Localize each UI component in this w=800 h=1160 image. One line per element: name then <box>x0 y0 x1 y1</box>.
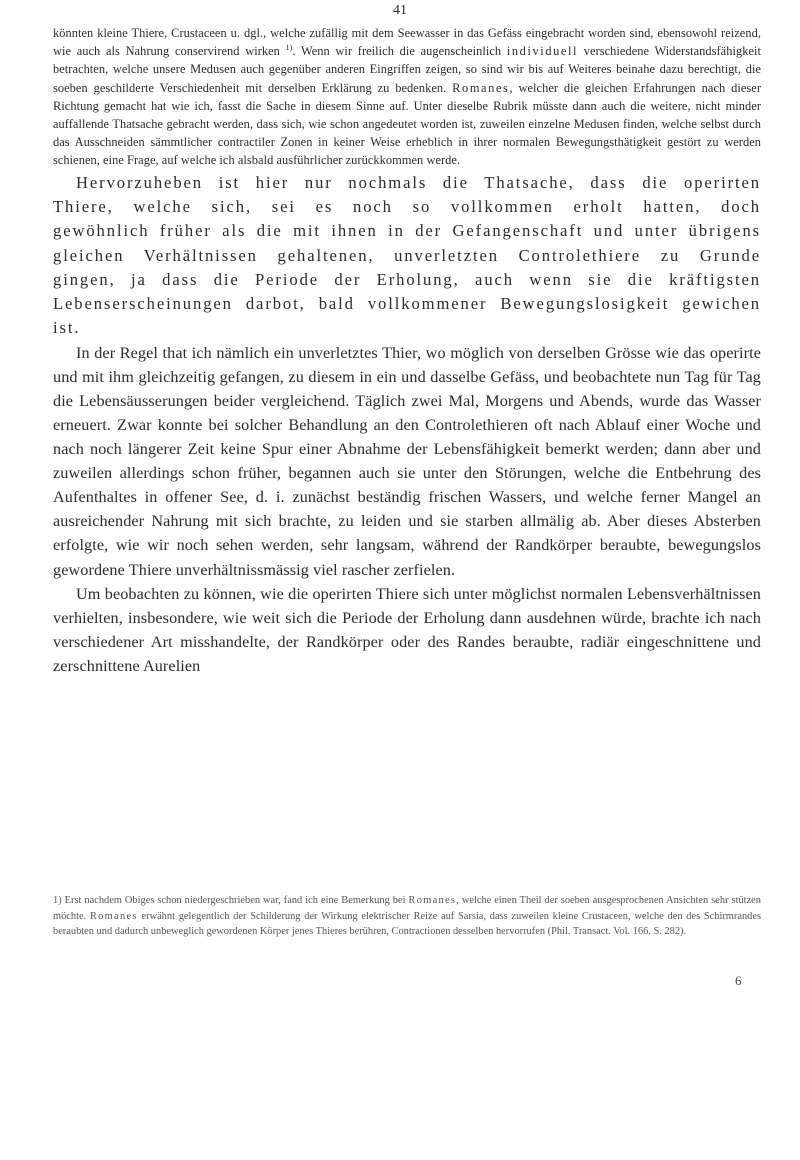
main-text <box>53 24 761 678</box>
paragraph-3: In der Regel that ich nämlich ein unverletztes Thier, wo möglich von derselben Grösse wie das operirte und mit ihm gleichzeitig gefangen, zu diesem in ein und dasselbe Gefäss, und beobachtete nun Tag für Tag die Lebensäusserungen beider vergleichend. Täglich zwei Mal, Morgens und Abends, wurde das Wasser erneuert. Zwar konnte bei solcher Behandlung an den Controlethieren oft nach Ablauf einer Woche und nach noch längerer Zeit keine Spur einer Abnahme der Lebensfähigkeit bemerkt werden; dann aber und zuweilen allerdings schon früher, begannen auch sie unter den Störungen, welche die Entbehrung des Aufenthaltes in offener See, d. i. zunächst beständig frischen Wassers, und welche ferner Mangel an ausreichender Nahrung mit sich brachte, zu leiden und sie starben allmälig ab. Aber dieses Absterben erfolgte, wie wir noch sehen werden, sehr langsam, während der Randkörper beraubte, bewegungslos gewordene Thiere unverhältnissmässig viel rascher zerfielen. <box>53 343 761 579</box>
footnote-text-b: , welche einen Theil der soeben ausgesprochenen Ansichten sehr stützen möchte. <box>53 895 761 922</box>
footnote-text-a: 1) Erst nachdem Obiges schon niedergeschrieben war, fand ich eine Bemerkung bei <box>53 895 409 906</box>
paragraph-1-text-c: verschiedene Widerstandsfähigkeit betrachten, welche unsere Medusen auch gegenüber anderen Eingriffen zeigen, so sind wir bis auf Weiteres beinahe dazu berechtigt, die soeben geschilderte Verschiedenheit mit derselben Erklärung zu bedenken. <box>53 44 761 95</box>
page-number: 41 <box>393 3 407 18</box>
paragraph-1-text-b: . Wenn wir freilich die augenscheinlich <box>292 44 507 59</box>
paragraph-1-text-d: , welcher die gleichen Erfahrungen nach dieser Richtung gemacht hat wie ich, fasst die Sache in diesem Sinne auf. Unter dieselbe Rubrik müsste dann auch die weitere, nicht minder auffallende Thatsache gebracht werden, dass sich, wie schon angedeutet worden ist, zuweilen einzelne Medusen finden, welche selbst durch das Ausschneiden sämmtlicher contractiler Zonen in keiner Weise erheblich in ihrer normalen Bewegungsthätigkeit gestört zu werden schienen, eine Frage, auf welche ich alsbald ausführlicher zurückkommen werde. <box>53 80 761 168</box>
footnote-text-c: erwähnt gelegentlich der Schilderung der Wirkung elektrischer Reize auf Sarsia, dass zuweilen kleine Crustaceen, welche den des Schirmrandes beraubten und dadurch unbeweglich gewordenen Körper jenes Thieres berühren, Contractionen desselben hervorrufen (Phil. Transact. Vol. 166. S. 282). <box>53 910 762 937</box>
footnote-reference: 1) <box>285 43 293 53</box>
paragraph-1 <box>53 24 761 170</box>
paragraph-2-emphasized: Hervorzuheben ist hier nur nochmals die Thatsache, dass die operirten Thiere, welche sich, sei es noch so vollkommen erholt hatten, doch gewöhnlich früher als die mit ihnen in der Gefangenschaft und unter übrigens gleichen Verhältnissen gehaltenen, unverletzten Controlethiere zu Grunde gingen, ja dass die Periode der Erholung, auch wenn sie die kräftigsten Lebenserscheinungen darbot, bald vollkommener Bewegungslosigkeit gewichen ist. <box>53 172 761 338</box>
emphasis-individuell: individuell <box>506 44 579 59</box>
footnote-author-1: Romanes <box>408 895 457 906</box>
paragraph-4: Um beobachten zu können, wie die operirten Thiere sich unter möglichst normalen Lebensverhältnissen verhielten, insbesondere, wie weit sich die Periode der Erholung dann ausdehnen würde, brachte ich nach verschiedener Art misshandelte, der Randkörper oder des Randes beraubte, radiär eingeschnittene und zerschnittene Aurelien <box>53 584 761 675</box>
footnote-author-2: Romanes <box>89 910 138 922</box>
author-name-romanes: Romanes <box>452 80 510 95</box>
footnote <box>53 893 761 940</box>
signature-mark: 6 <box>735 973 742 988</box>
paragraph-1-text-a: könnten kleine Thiere, Crustaceen u. dgl., welche zufällig mit dem Seewasser in das Gefäss eingebracht worden sind, ebensowohl reizend, wie auch als Nahrung conservirend wirken <box>53 26 761 59</box>
